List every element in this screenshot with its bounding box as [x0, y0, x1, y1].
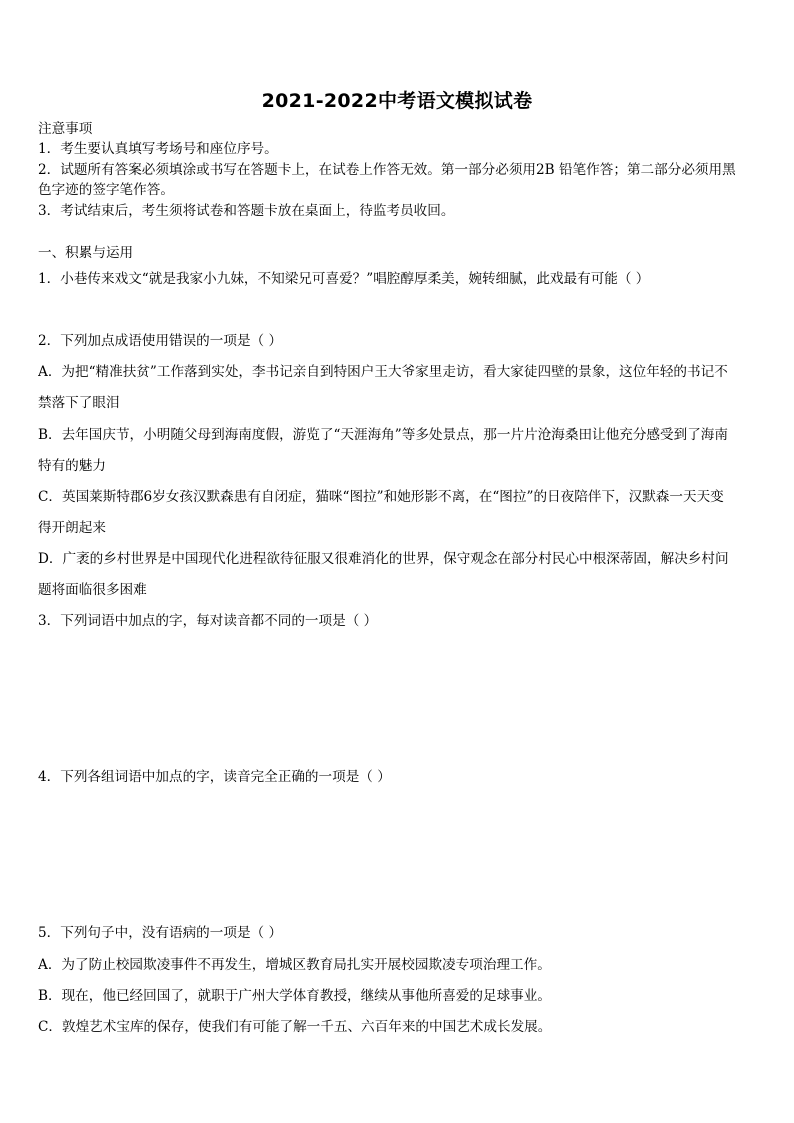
question-5-option: A．为了防止校园欺凌事件不再发生，增城区教育局扎实开展校园欺凌专项治理工作。 [38, 957, 551, 973]
question-2-line: 禁落下了眼泪 [38, 395, 120, 411]
question-3-stem: 3．下列词语中加点的字，每对读音都不同的一项是（ ） [38, 613, 378, 629]
notice-item: 3．考试结束后，考生须将试卷和答题卡放在桌面上，待监考员收回。 [38, 203, 455, 219]
question-2-line: 得开朗起来 [38, 520, 106, 536]
question-2-line: 特有的魅力 [38, 458, 106, 474]
notice-item: 色字迹的签字笔作答。 [38, 182, 174, 198]
notice-heading: 注意事项 [38, 121, 93, 137]
question-2-line: D．广袤的乡村世界是中国现代化进程欲待征服又很难消化的世界，保守观念在部分村民心中根深蒂固，解决乡村问 [38, 551, 729, 567]
question-2-line: B．去年国庆节，小明随父母到海南度假，游览了“天涯海角”等多处景点，那一片片沧海桑田让他充分感受到了海南 [38, 427, 728, 443]
question-4-stem: 4．下列各组词语中加点的字，读音完全正确的一项是（ ） [38, 769, 391, 785]
question-5-stem: 5．下列句子中，没有语病的一项是（ ） [38, 925, 283, 941]
notice-item: 1．考生要认真填写考场号和座位序号。 [38, 141, 278, 157]
notice-item: 2．试题所有答案必须填涂或书写在答题卡上，在试卷上作答无效。第一部分必须用2B 铅笔作答；第二部分必须用黑 [38, 162, 736, 178]
question-2-line: A．为把“精准扶贫”工作落到实处，李书记亲自到特困户王大爷家里走访，看大家徒四壁的景象，这位年轻的书记不 [38, 364, 728, 380]
section-heading: 一、积累与运用 [38, 245, 134, 261]
question-5-option: C．敦煌艺术宝库的保存，使我们有可能了解一千五、六百年来的中国艺术成长发展。 [38, 1019, 552, 1035]
page-title: 2021-2022中考语文模拟试卷 [261, 90, 533, 112]
question-2-line: 题将面临很多困难 [38, 582, 147, 598]
question-2-line: C．英国莱斯特郡6岁女孩汉默森患有自闭症，猫咪“图拉”和她形影不离，在“图拉”的日夜陪伴下，汉默森一天天变 [38, 489, 724, 505]
question-1-stem: 1．小巷传来戏文“就是我家小九妹，不知梁兄可喜爱？”唱腔醇厚柔美，婉转细腻，此戏最有可能（ ） [38, 271, 650, 287]
question-2-stem: 2．下列加点成语使用错误的一项是（ ） [38, 333, 283, 349]
question-5-option: B．现在，他已经回国了，就职于广州大学体育教授，继续从事他所喜爱的足球事业。 [38, 988, 551, 1004]
